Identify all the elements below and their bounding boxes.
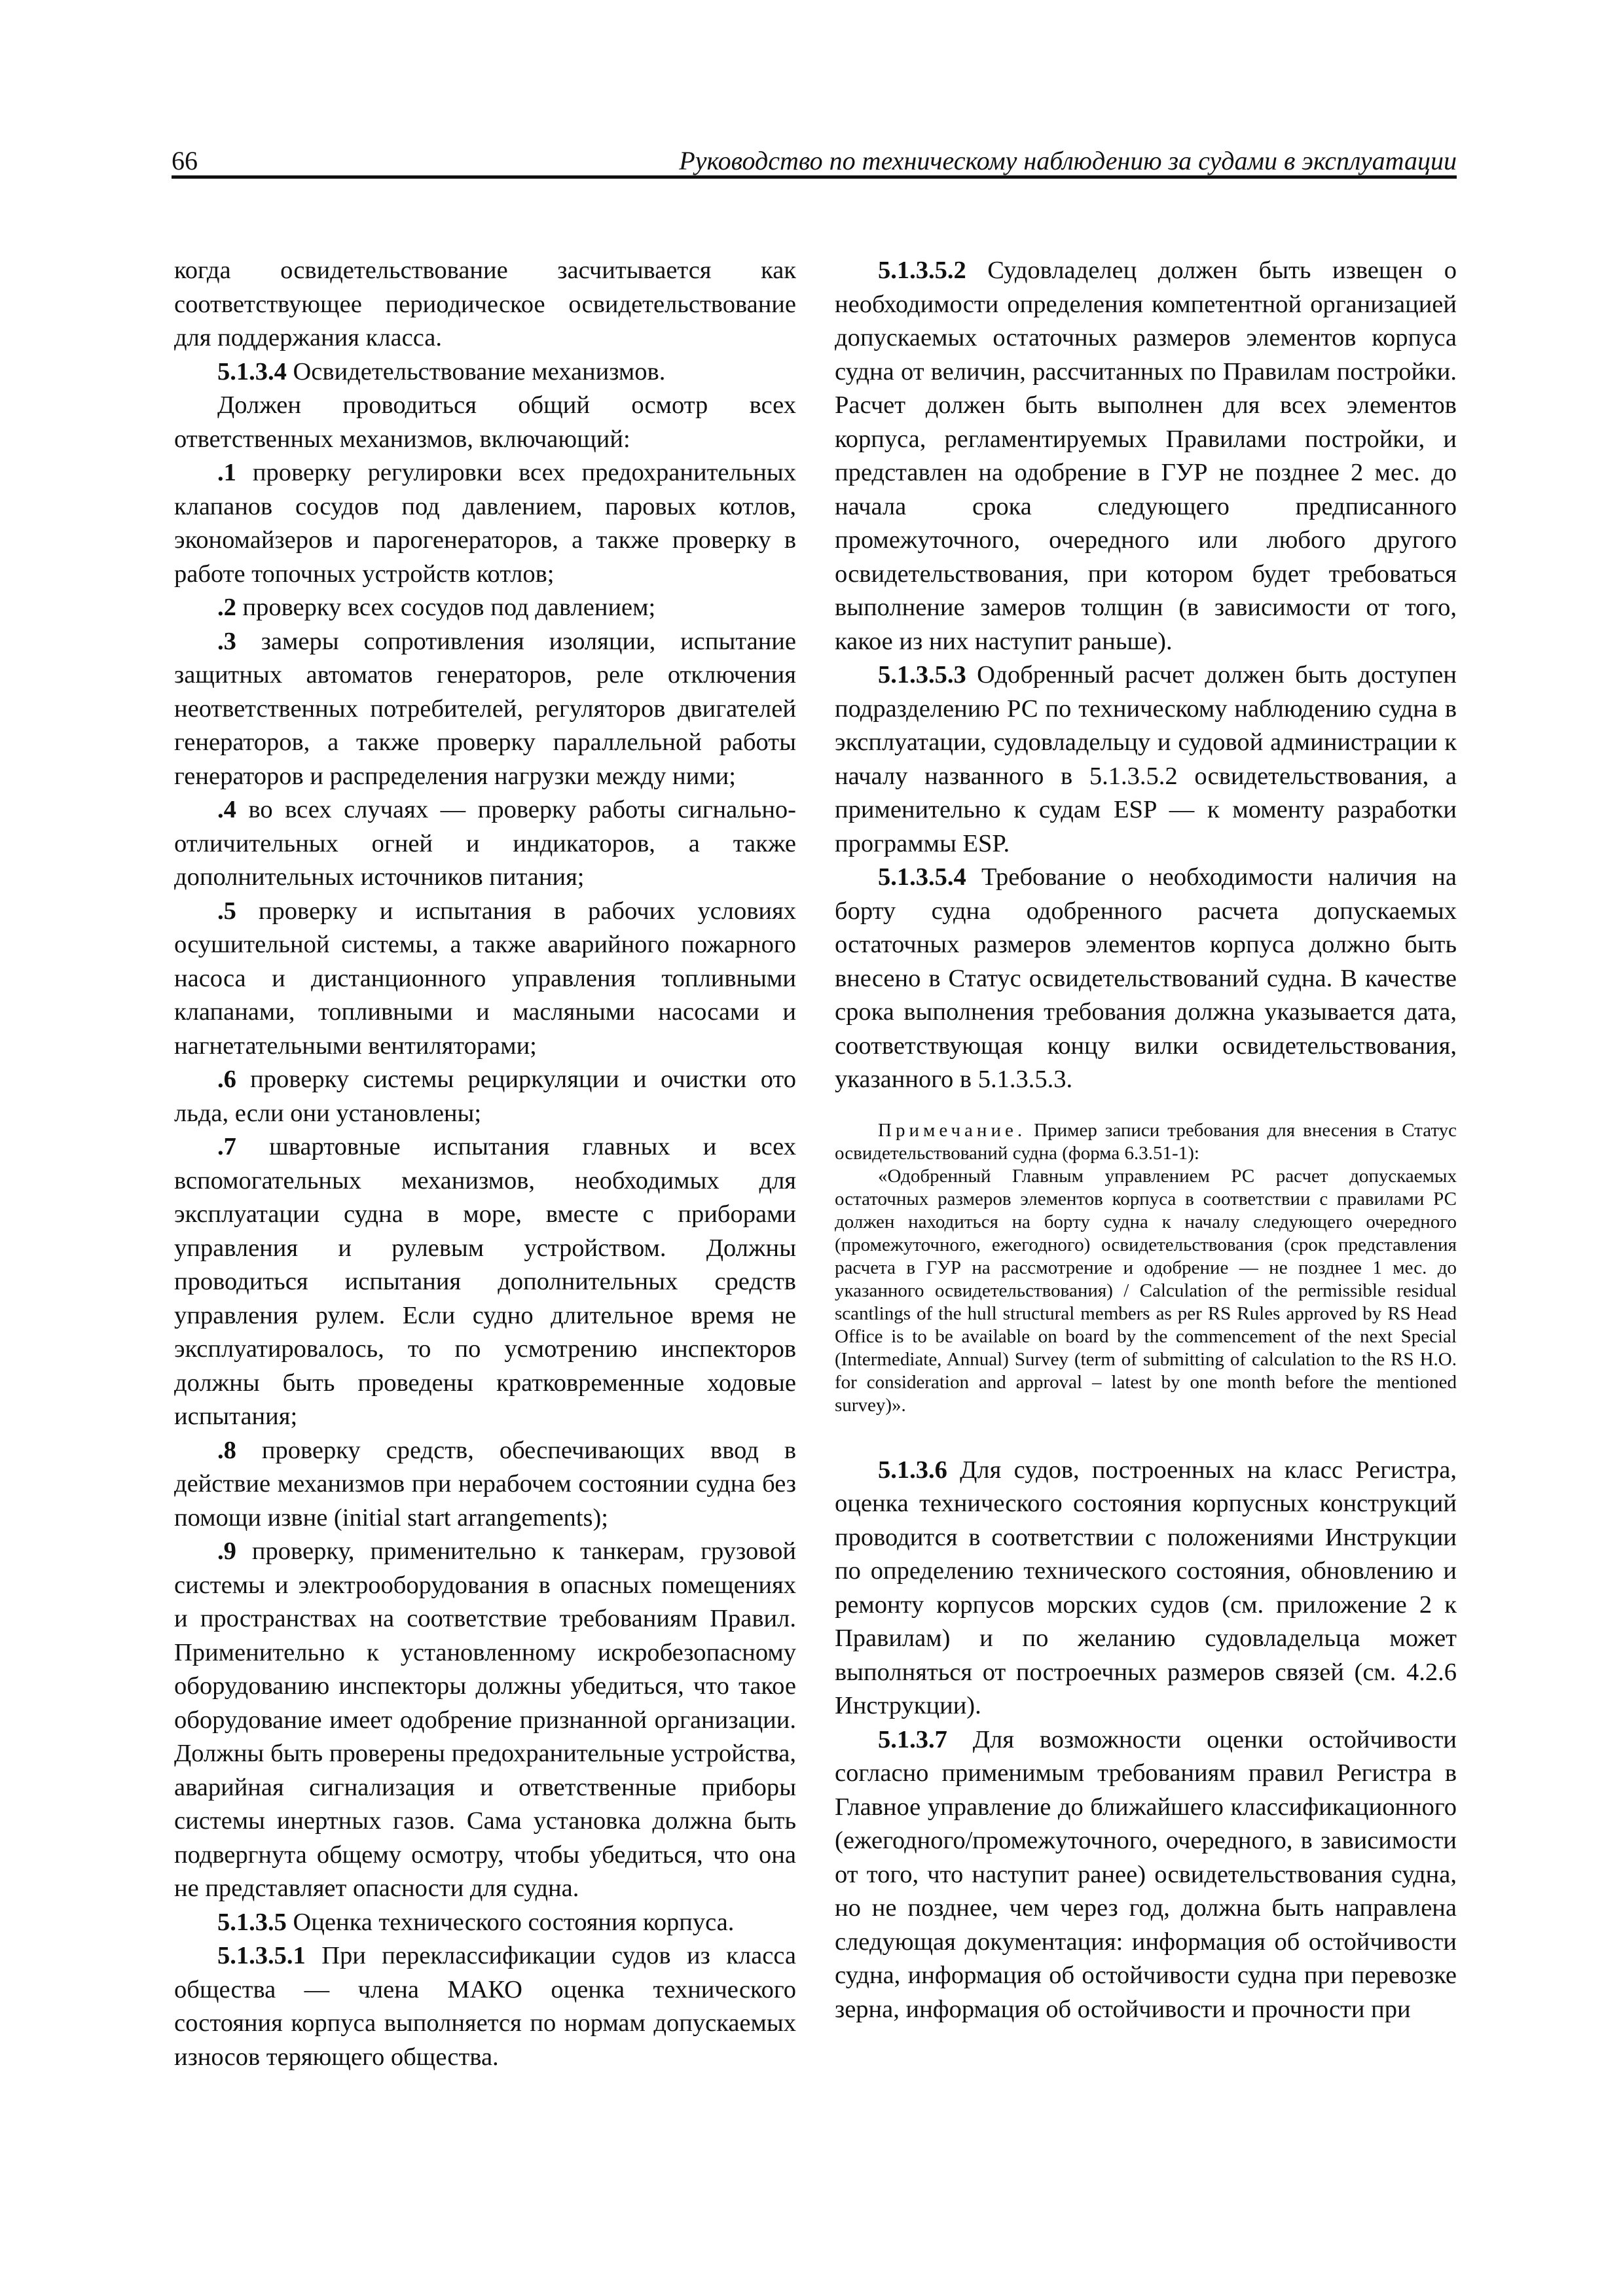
note-label: Примечание. <box>878 1119 1027 1141</box>
list-item-3 <box>174 625 796 794</box>
section-5-1-3-4 <box>174 355 796 389</box>
section-5-1-3-5-2 <box>835 254 1457 658</box>
list-item-9 <box>174 1535 796 1906</box>
item-number: .9 <box>217 1537 236 1565</box>
section-number: 5.1.3.5 <box>217 1908 287 1936</box>
right-column <box>835 254 1457 2026</box>
header-rule <box>172 175 1457 179</box>
section-text: Для возможности оценки остойчивости согласно применимым требованиям правил Регистра в Главное управление до ближайшего классификационного (ежегодного/промежуточного, очередного, в зависимости от того, что наступит ранее) освидетельствования судна, но не позднее, чем через год, должна быть направлена следующая документация: информация об остойчивости судна, информация об остойчивости судна при перевозке зерна, информация об остойчивости и прочности при <box>835 1725 1457 2023</box>
item-number: .2 <box>217 594 236 621</box>
paragraph-general-inspection: Должен проводиться общий осмотр всех ответственных механизмов, включающий: <box>174 391 796 453</box>
section-text: Одобренный расчет должен быть доступен подразделению РС по техническому наблюдению судна в эксплуатации, судовладельцу и судовой администрации к началу названного в 5.1.3.5.2 освидетельствования, а применительно к судам ESP — к моменту разработки программы ESP. <box>835 661 1457 857</box>
note-text: Пример записи требования для внесения в Статус освидетельствований судна (форма 6.3.51-1): <box>835 1119 1457 1164</box>
section-number: 5.1.3.5.4 <box>878 863 966 891</box>
section-text: Освидетельствование механизмов. <box>286 357 666 386</box>
item-text: замеры сопротивления изоляции, испытание защитных автоматов генераторов, реле отключения неответственных потребителей, регуляторов двигателей генераторов, а также проверку параллельной работы генераторов и распределения нагрузки между ними; <box>174 627 796 790</box>
note-intro <box>835 1119 1457 1165</box>
list-item-4 <box>174 793 796 895</box>
section-5-1-3-5-3 <box>835 658 1457 861</box>
item-number: .5 <box>217 897 236 925</box>
list-item-5 <box>174 895 796 1064</box>
section-5-1-3-6 <box>835 1454 1457 1723</box>
item-number: .1 <box>217 459 236 486</box>
list-item-2 <box>174 591 796 625</box>
section-text: Для судов, построенных на класс Регистра, оценка технического состояния корпусных конструкций проводится в соответствии с положениями Инструкции по определению технического состояния, обновлению и ремонту корпусов морских судов (см. приложение 2 к Правилам) и по желанию судовладельца может выполняться от построечных размеров связей (см. 4.2.6 Инструкции). <box>835 1456 1457 1719</box>
list-item-1 <box>174 456 796 591</box>
list-item-8 <box>174 1434 796 1535</box>
item-text: проверку и испытания в рабочих условиях осушительной системы, а также аварийного пожарного насоса и дистанционного управления топливными клапанами, топливными и масляными насосами и нагнетательными вентиляторами; <box>174 897 796 1060</box>
item-text: проверку регулировки всех предохранительных клапанов сосудов под давлением, паровых котлов, экономайзеров и парогенераторов, а также проверку в работе топочных устройств котлов; <box>174 459 796 588</box>
item-number: .7 <box>217 1133 236 1160</box>
item-text: во всех случаях — проверку работы сигнально-отличительных огней и индикаторов, а также дополнительных источников питания; <box>174 796 796 891</box>
section-number: 5.1.3.4 <box>217 357 287 386</box>
item-text: проверку системы рециркуляции и очистки ото льда, если они установлены; <box>174 1066 796 1127</box>
note-block <box>835 1119 1457 1417</box>
item-text: швартовные испытания главных и всех вспомогательных механизмов, необходимых для эксплуатации судна в море, вместе с приборами управления и рулевым устройством. Должны проводиться испытания дополнительных средств управления рулем. Если судно длительное время не эксплуатировалось, то по усмотрению инспекторов должны быть проведены кратковременные ходовые испытания; <box>174 1133 796 1430</box>
section-text: При переклассификации судов из класса общества — члена МАКО оценка технического состояния корпуса выполняется по нормам допускаемых износов теряющего общества. <box>174 1942 796 2071</box>
section-number: 5.1.3.6 <box>878 1456 947 1484</box>
left-column <box>174 254 796 2074</box>
section-5-1-3-5 <box>174 1906 796 1940</box>
item-number: .3 <box>217 627 236 655</box>
section-number: 5.1.3.7 <box>878 1725 947 1753</box>
paragraph-continuation: когда освидетельствование засчитывается как соответствующее периодическое освидетельствование для поддержания класса. <box>174 257 796 351</box>
section-number: 5.1.3.5.2 <box>878 257 966 284</box>
item-text: проверку средств, обеспечивающих ввод в действие механизмов при нерабочем состоянии судна без помощи извне (initial start arrangements); <box>174 1436 796 1532</box>
page-number: 66 <box>172 146 198 175</box>
section-number: 5.1.3.5.1 <box>217 1942 306 1969</box>
item-number: .8 <box>217 1436 236 1464</box>
section-text: Оценка технического состояния корпуса. <box>286 1908 735 1936</box>
item-number: .4 <box>217 796 236 823</box>
section-number: 5.1.3.5.3 <box>878 661 966 689</box>
running-title: Руководство по техническому наблюдению за судами в эксплуатации <box>679 146 1457 175</box>
item-text: проверку всех сосудов под давлением; <box>236 594 656 621</box>
item-number: .6 <box>217 1066 236 1093</box>
section-text: Требование о необходимости наличия на борту судна одобренного расчета допускаемых остаточных размеров элементов корпуса должно быть внесено в Статус освидетельствований судна. В качестве срока выполнения требования должна указывается дата, соответствующая концу вилки освидетельствования, указанного в 5.1.3.5.3. <box>835 863 1457 1093</box>
note-example: «Одобренный Главным управлением РС расчет допускаемых остаточных размеров элементов корпуса в соответствии с правилами РС должен находиться на борту судна к началу следующего очередного (промежуточного, ежегодного) освидетельствования (срок представления расчета в ГУР на рассмотрение и одобрение — не позднее 1 мес. до указанного освидетельствования) / Calculation of the permissible residual scantlings of the hull structural members as per RS Rules approved by RS Head Office is to be available on board by the commencement of the next Special (Intermediate, Annual) Survey (term of submitting of calculation to the RS H.O. for consideration and approval – latest by one month before the mentioned survey)». <box>835 1165 1457 1416</box>
list-item-6 <box>174 1063 796 1130</box>
section-text: Судовладелец должен быть извещен о необходимости определения компетентной организацией допускаемых остаточных размеров элементов корпуса судна от величин, рассчитанных по Правилам постройки. Расчет должен быть выполнен для всех элементов корпуса, регламентируемых Правилами постройки, и представлен на одобрение в ГУР не позднее 2 мес. до начала срока следующего предписанного промежуточного, очередного или любого другого освидетельствования, при котором будет требоваться выполнение замеров толщин (в зависимости от того, какое из них наступит раньше). <box>835 257 1457 655</box>
section-5-1-3-5-1 <box>174 1939 796 2074</box>
section-5-1-3-5-4 <box>835 861 1457 1097</box>
list-item-7 <box>174 1130 796 1434</box>
section-5-1-3-7 <box>835 1723 1457 2027</box>
item-text: проверку, применительно к танкерам, грузовой системы и электрооборудования в опасных помещениях и пространствах на соответствие требованиям Правил. Применительно к установленному искробезопасному оборудованию инспекторы должны убедиться, что такое оборудование имеет одобрение признанной организации. Должны быть проверены предохранительные устройства, аварийная сигнализация и ответственные приборы системы инертных газов. Сама установка должна быть подвергнута общему осмотру, чтобы убедиться, что она не представляет опасности для судна. <box>174 1537 796 1902</box>
